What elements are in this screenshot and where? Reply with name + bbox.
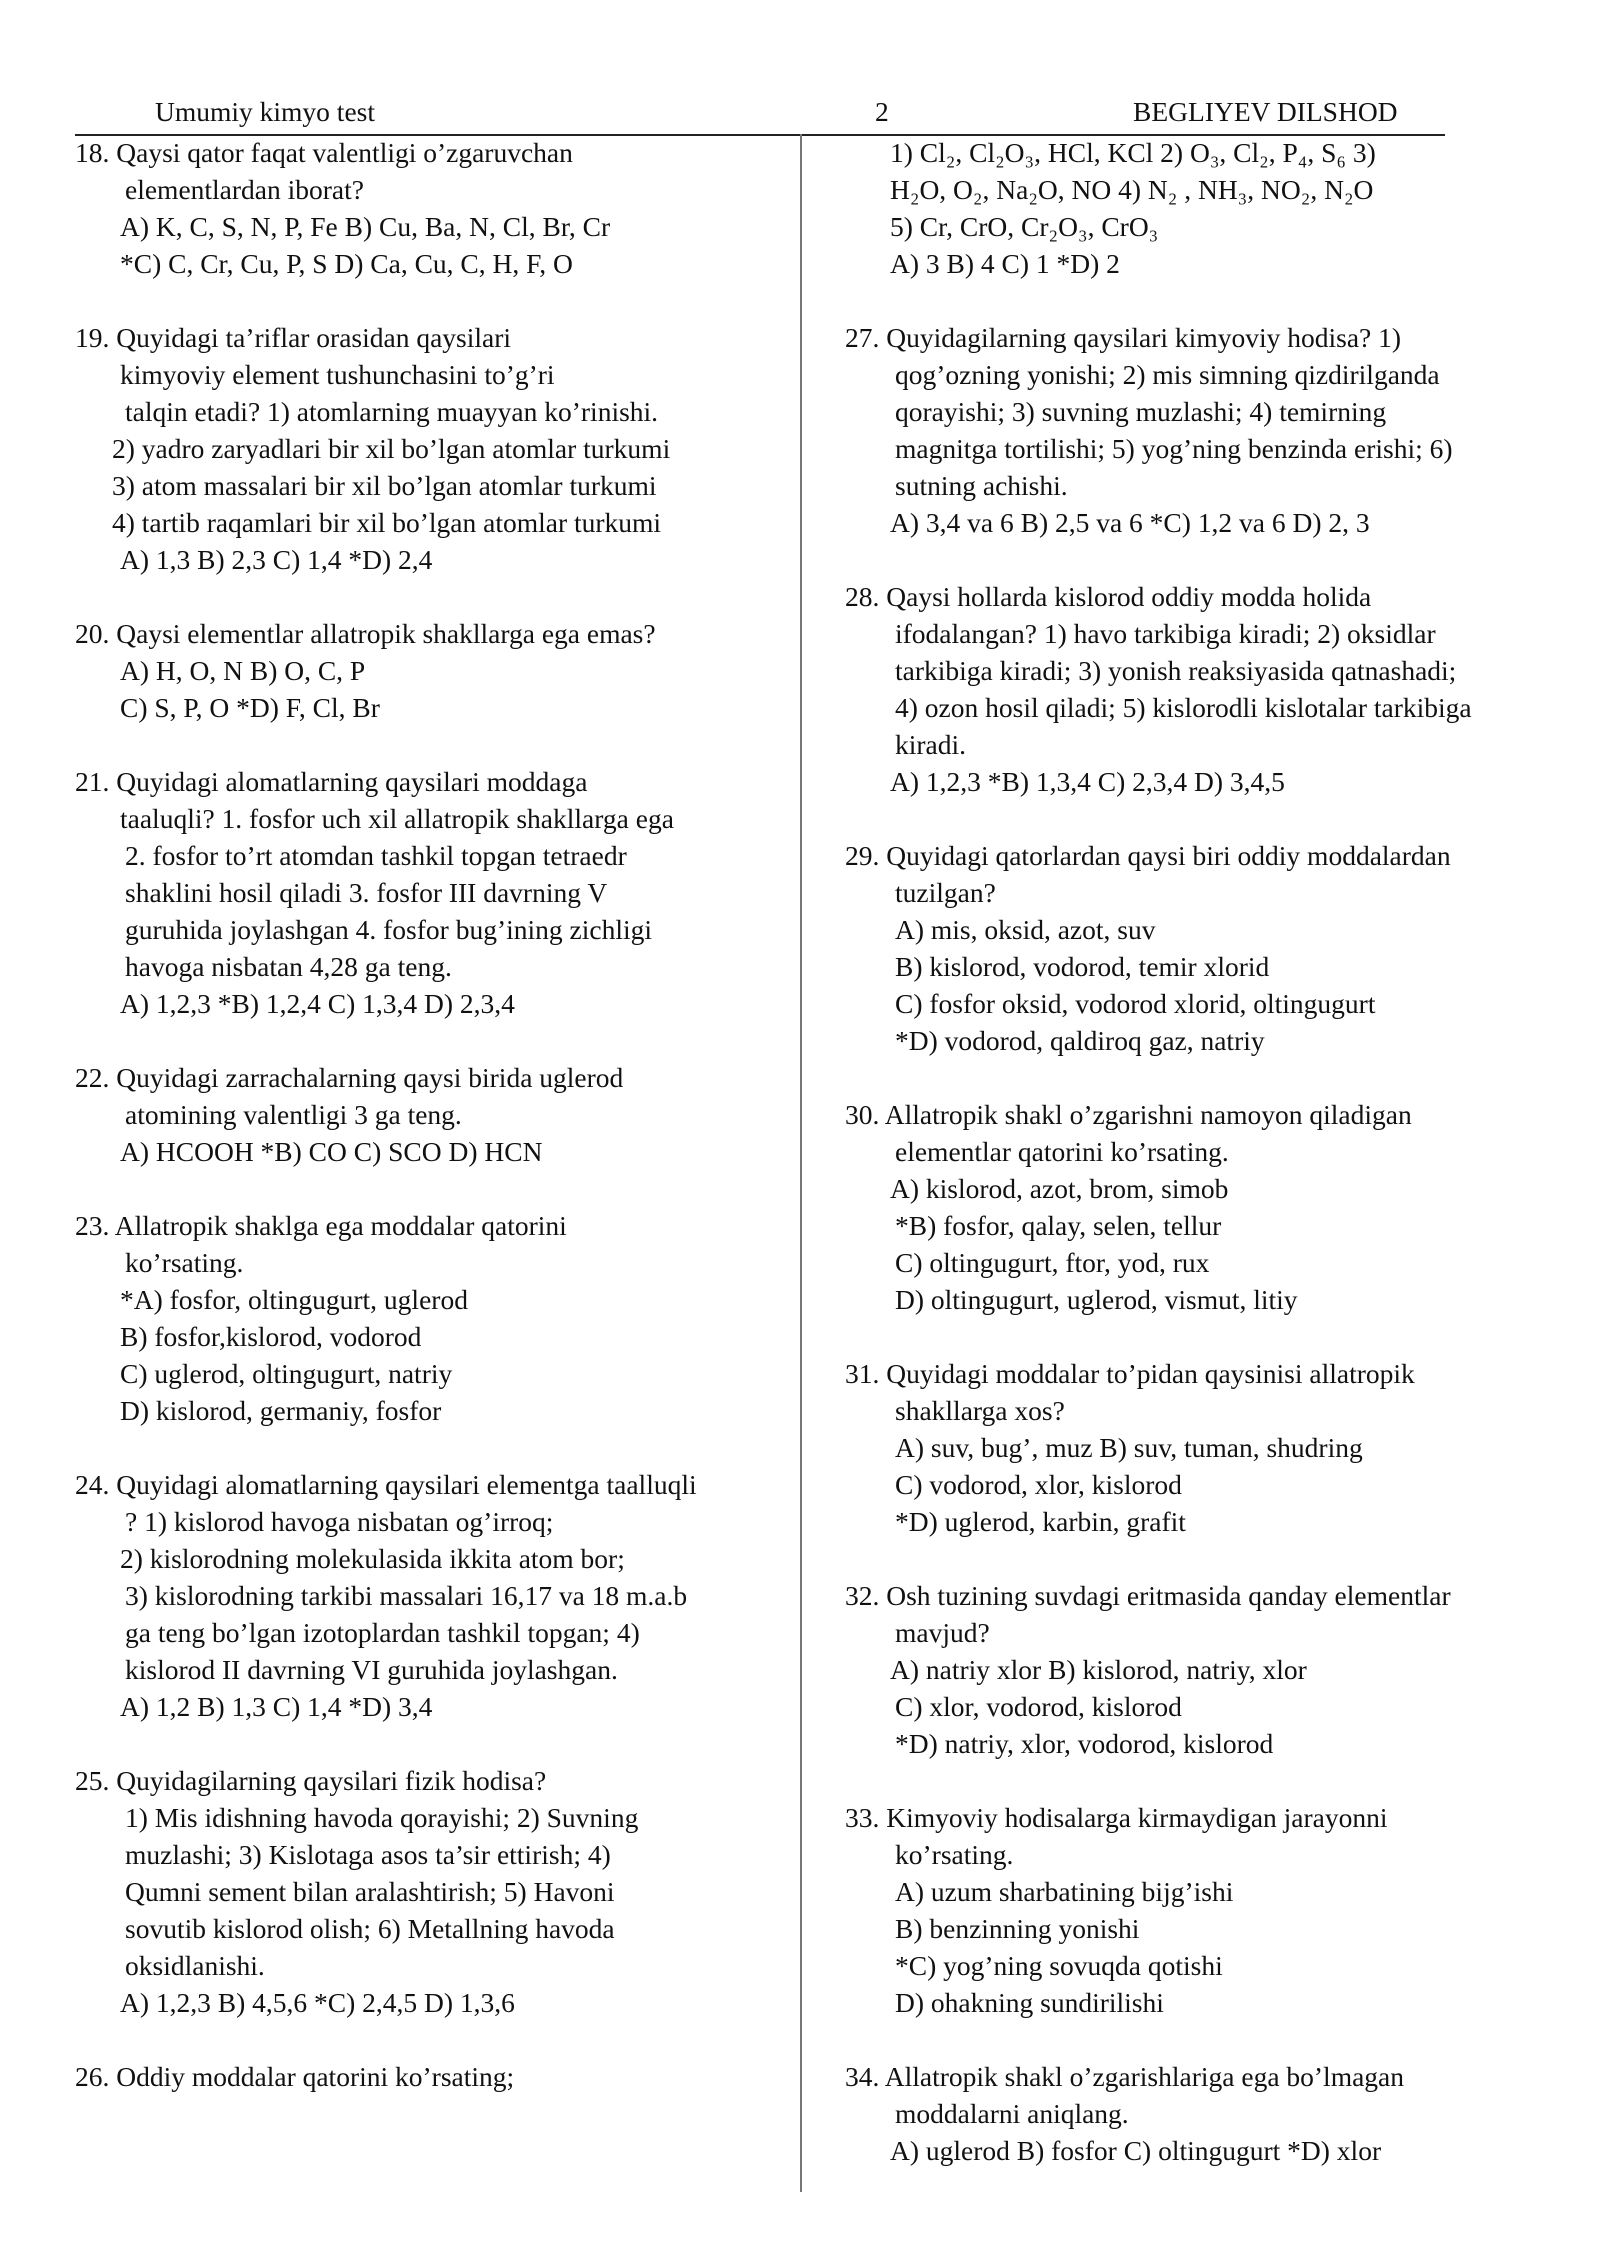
text-line: B) kislorod, vodorod, temir xlorid (895, 951, 1270, 982)
text-line: 34. Allatropik shakl o’zgarishlariga ega bo’lmagan (845, 2061, 1404, 2092)
text-line: D) oltingugurt, uglerod, vismut, litiy (895, 1284, 1298, 1315)
text-line: sutning achishi. (895, 470, 1068, 501)
text-line: A) 1,2,3 *B) 1,3,4 C) 2,3,4 D) 3,4,5 (890, 766, 1285, 797)
text-line: 31. Quyidagi moddalar to’pidan qaysinisi allatropik (845, 1358, 1415, 1389)
text-line: A) natriy xlor B) kislorod, natriy, xlor (890, 1654, 1307, 1685)
text-line: C) S, P, O *D) F, Cl, Br (120, 692, 380, 723)
text-line: A) HCOOH *B) CO C) SCO D) HCN (120, 1136, 543, 1167)
text-line: 2) yadro zaryadlari bir xil bo’lgan atomlar turkumi (112, 433, 671, 464)
text-line: sovutib kislorod olish; 6) Metallning havoda (125, 1913, 615, 1944)
text-line: H₂O, O₂, Na₂O, NO 4) N₂ , NH₃, NO₂, N₂O (890, 174, 1374, 205)
text-line: *B) fosfor, qalay, selen, tellur (895, 1210, 1222, 1241)
text-line: A) 3 B) 4 C) 1 *D) 2 (890, 248, 1120, 279)
text-line: A) 1,2,3 B) 4,5,6 *C) 2,4,5 D) 1,3,6 (120, 1987, 515, 2018)
text-line: Qumni sement bilan aralashtirish; 5) Havoni (125, 1876, 615, 1907)
text-line: 32. Osh tuzining suvdagi eritmasida qanday elementlar (845, 1580, 1451, 1611)
text-line: ko’rsating. (895, 1839, 1014, 1870)
text-line: mavjud? (895, 1617, 990, 1648)
text-line: A) 1,2,3 *B) 1,2,4 C) 1,3,4 D) 2,3,4 (120, 988, 515, 1019)
text-line: kislorod II davrning VI guruhida joylashgan. (125, 1654, 618, 1685)
text-line: oksidlanishi. (125, 1950, 265, 1981)
text-line: D) ohakning sundirilishi (895, 1987, 1164, 2018)
text-line: *C) yog’ning sovuqda qotishi (895, 1950, 1223, 1981)
text-line: qorayishi; 3) suvning muzlashi; 4) temirning (895, 396, 1387, 427)
text-line: ko’rsating. (125, 1247, 244, 1278)
text-line: 33. Kimyoviy hodisalarga kirmaydigan jarayonni (845, 1802, 1388, 1833)
text-line: A) kislorod, azot, brom, simob (890, 1173, 1229, 1204)
text-line: ifodalangan? 1) havo tarkibiga kiradi; 2) oksidlar (895, 618, 1436, 649)
text-line: moddalarni aniqlang. (895, 2098, 1129, 2129)
text-line: 20. Qaysi elementlar allatropik shakllarga ega emas? (75, 618, 656, 649)
text-line: elementlar qatorini ko’rsating. (895, 1136, 1229, 1167)
text-line: kimyoviy element tushunchasini to’g’ri (120, 359, 555, 390)
text-line: A) uglerod B) fosfor C) oltingugurt *D) xlor (890, 2135, 1382, 2166)
text-line: 22. Quyidagi zarrachalarning qaysi birida uglerod (75, 1062, 624, 1093)
text-line: C) xlor, vodorod, kislorod (895, 1691, 1182, 1722)
text-line: qog’ozning yonishi; 2) mis simning qizdirilganda (895, 359, 1440, 390)
text-line: B) benzinning yonishi (895, 1913, 1140, 1944)
text-line: C) uglerod, oltingugurt, natriy (120, 1358, 453, 1389)
text-line: C) oltingugurt, ftor, yod, rux (895, 1247, 1210, 1278)
text-line: C) vodorod, xlor, kislorod (895, 1469, 1182, 1500)
text-line: tarkibiga kiradi; 3) yonish reaksiyasida qatnashadi; (895, 655, 1457, 686)
text-line: shakllarga xos? (895, 1395, 1065, 1426)
text-line: *A) fosfor, oltingugurt, uglerod (120, 1284, 468, 1315)
text-line: 4) tartib raqamlari bir xil bo’lgan atomlar turkumi (112, 507, 662, 538)
document-title: Umumiy kimyo test (155, 96, 375, 127)
text-line: *D) uglerod, karbin, grafit (895, 1506, 1186, 1537)
text-line: *D) vodorod, qaldiroq gaz, natriy (895, 1025, 1265, 1056)
text-line: magnitga tortilishi; 5) yog’ning benzinda erishi; 6) (895, 433, 1453, 464)
text-line: guruhida joylashgan 4. fosfor bug’ining zichligi (125, 914, 652, 945)
text-line: ga teng bo’lgan izotoplardan tashkil topgan; 4) (125, 1617, 640, 1648)
text-line: 1) Mis idishning havoda qorayishi; 2) Suvning (125, 1802, 639, 1833)
text-line: taaluqli? 1. fosfor uch xil allatropik shakllarga ega (120, 803, 674, 834)
text-line: muzlashi; 3) Kislotaga asos ta’sir ettirish; 4) (125, 1839, 611, 1870)
text-line: tuzilgan? (895, 877, 996, 908)
text-line: 5) Cr, CrO, Cr₂O₃, CrO₃ (890, 211, 1159, 242)
text-line: ? 1) kislorod havoga nisbatan og’irroq; (125, 1506, 554, 1537)
column-divider (800, 134, 802, 2192)
text-line: A) K, C, S, N, P, Fe B) Cu, Ba, N, Cl, Br, Cr (120, 211, 611, 242)
text-line: shaklini hosil qiladi 3. fosfor III davrning V (125, 877, 608, 908)
text-line: 3) atom massalari bir xil bo’lgan atomlar turkumi (112, 470, 657, 501)
text-line: 27. Quyidagilarning qaysilari kimyoviy hodisa? 1) (845, 322, 1402, 353)
text-line: A) 1,3 B) 2,3 C) 1,4 *D) 2,4 (120, 544, 433, 575)
text-line: 25. Quyidagilarning qaysilari fizik hodisa? (75, 1765, 547, 1796)
text-line: 19. Quyidagi ta’riflar orasidan qaysilari (75, 322, 512, 353)
text-line: 28. Qaysi hollarda kislorod oddiy modda holida (845, 581, 1372, 612)
text-line: A) uzum sharbatining bijg’ishi (895, 1876, 1234, 1907)
text-line: 23. Allatropik shaklga ega moddalar qatorini (75, 1210, 567, 1241)
text-line: A) suv, bug’, muz B) suv, tuman, shudring (895, 1432, 1363, 1463)
text-line: 2) kislorodning molekulasida ikkita atom bor; (120, 1543, 625, 1574)
text-line: 30. Allatropik shakl o’zgarishni namoyon qiladigan (845, 1099, 1412, 1130)
text-line: A) 3,4 va 6 B) 2,5 va 6 *C) 1,2 va 6 D) 2, 3 (890, 507, 1370, 538)
page-header (75, 96, 1445, 136)
text-line: A) mis, oksid, azot, suv (895, 914, 1156, 945)
text-line: 21. Quyidagi alomatlarning qaysilari moddaga (75, 766, 588, 797)
text-line: 1) Cl₂, Cl₂O₃, HCl, KCl 2) O₃, Cl₂, P₄, S₆ 3) (890, 137, 1376, 168)
text-line: 24. Quyidagi alomatlarning qaysilari elementga taalluqli (75, 1469, 697, 1500)
text-line: atomining valentligi 3 ga teng. (125, 1099, 462, 1130)
text-line: D) kislorod, germaniy, fosfor (120, 1395, 442, 1426)
text-line: 26. Oddiy moddalar qatorini ko’rsating; (75, 2061, 515, 2092)
text-line: talqin etadi? 1) atomlarning muayyan ko’rinishi. (125, 396, 659, 427)
text-line: 3) kislorodning tarkibi massalari 16,17 va 18 m.a.b (125, 1580, 688, 1611)
text-line: elementlardan iborat? (125, 174, 364, 205)
text-line: *C) C, Cr, Cu, P, S D) Ca, Cu, C, H, F, O (120, 248, 573, 279)
text-line: B) fosfor,kislorod, vodorod (120, 1321, 422, 1352)
text-line: *D) natriy, xlor, vodorod, kislorod (895, 1728, 1274, 1759)
text-line: A) 1,2 B) 1,3 C) 1,4 *D) 3,4 (120, 1691, 433, 1722)
text-line: 2. fosfor to’rt atomdan tashkil topgan tetraedr (125, 840, 627, 871)
text-line: 29. Quyidagi qatorlardan qaysi biri oddiy moddalardan (845, 840, 1451, 871)
text-line: 18. Qaysi qator faqat valentligi o’zgaruvchan (75, 137, 573, 168)
text-line: A) H, O, N B) O, C, P (120, 655, 366, 686)
text-line: kiradi. (895, 729, 967, 760)
author-name: BEGLIYEV DILSHOD (1133, 96, 1398, 127)
text-line: C) fosfor oksid, vodorod xlorid, oltingugurt (895, 988, 1376, 1019)
text-line: havoga nisbatan 4,28 ga teng. (125, 951, 452, 982)
page-number: 2 (875, 96, 889, 127)
text-line: 4) ozon hosil qiladi; 5) kislorodli kislotalar tarkibiga (895, 692, 1472, 723)
